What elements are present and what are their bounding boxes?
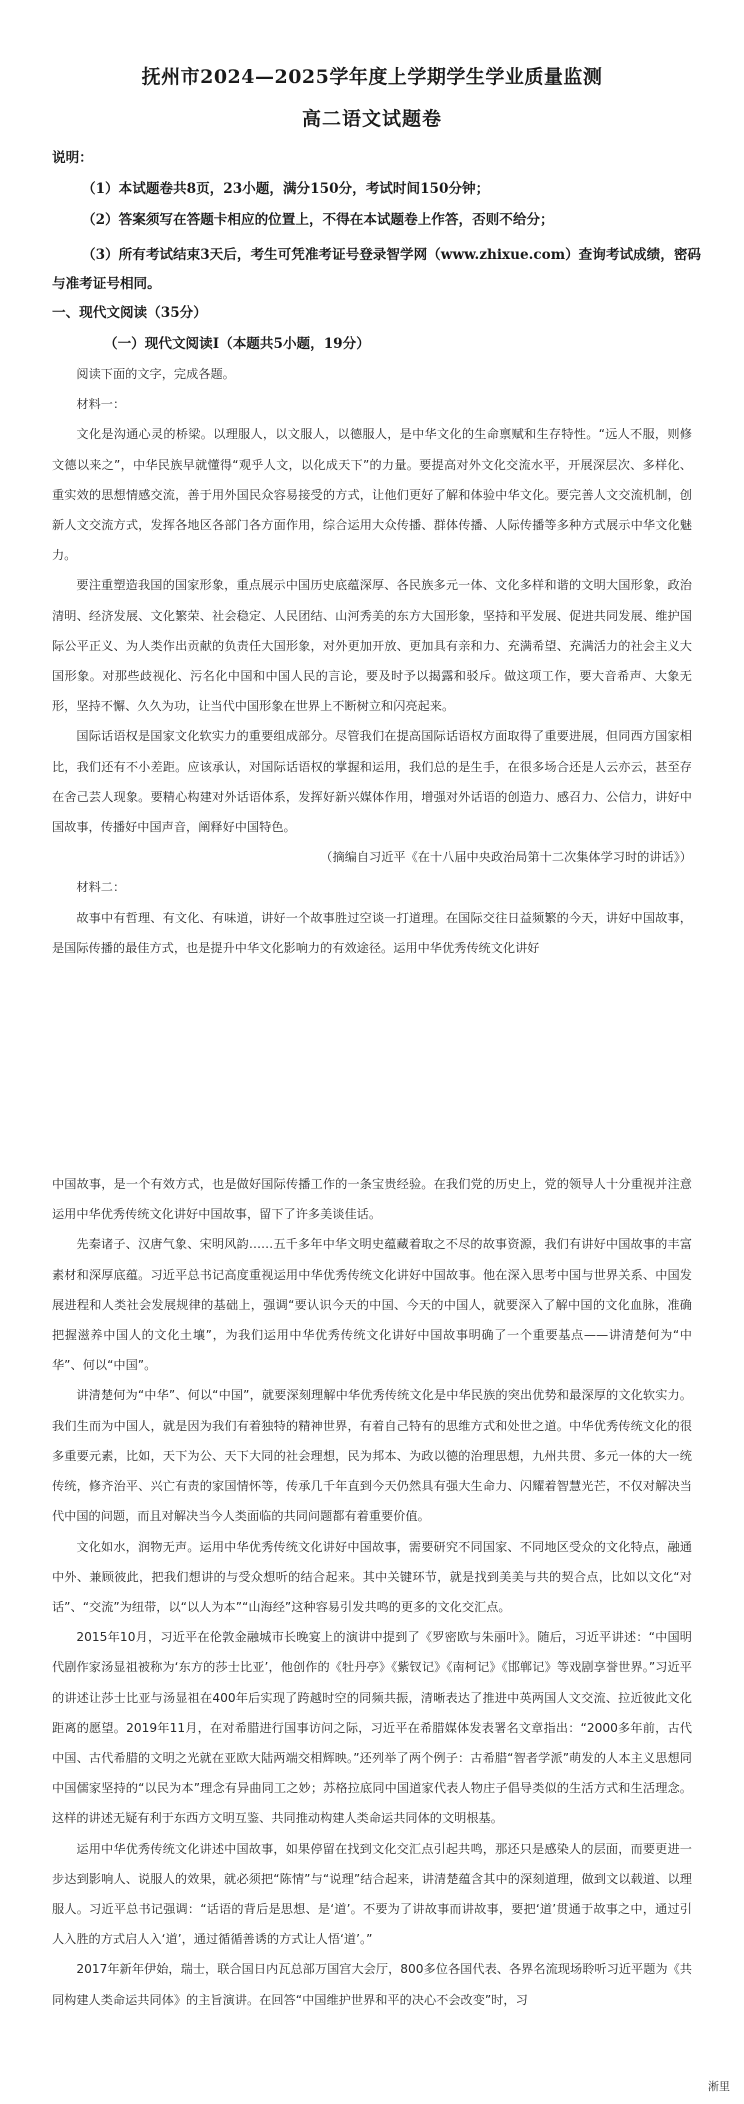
- section-heading: 一、现代文阅读（35分）: [52, 305, 207, 321]
- source-citation: （摘编自习近平《在十八届中央政治局第十二次集体学习时的讲话》）: [320, 850, 692, 865]
- paragraph: 中国故事，是一个有效方式，也是做好国际传播工作的一条宝贵经验。在我们党的历史上，党的领导人十分重视并注意运用中华优秀传统文化讲好中国故事，留下了许多美谈佳话。: [52, 1177, 692, 1222]
- paragraph: 国际话语权是国家文化软实力的重要组成部分。尽管我们在提高国际话语权方面取得了重要进展，但同西方国家相比，我们还有不小差距。应该承认，对国际话语权的掌握和运用，我们总的是生手，在很多场合还是人云亦云，甚至存在舍己芸人现象。要精心构建对外话语体系，发挥好新兴媒体作用，增强对外话语的创造力、感召力、公信力，讲好中国故事，传播好中国声音，阐释好中国特色。: [52, 729, 692, 835]
- material-label: 材料一：: [76, 397, 126, 412]
- intro-text: 阅读下面的文字，完成各题。: [76, 367, 235, 381]
- paragraph: 要注重塑造我国的国家形象，重点展示中国历史底蕴深厚、各民族多元一体、文化多样和谐的文明大国形象，政治清明、经济发展、文化繁荣、社会稳定、人民团结、山河秀美的东方大国形象，坚持和平发展、促进共同发展、维护国际公平正义、为人类作出贡献的负责任大国形象，对外更加开放、更加具有亲和力、充满希望、充满活力的社会主义大国形象。对那些歧视化、污名化中国和中国人民的言论，要及时予以揭露和驳斥。做这项工作，要大音希声、大象无形，坚持不懈、久久为功，让当代中国形象在世界上不断树立和闪亮起来。: [52, 578, 692, 714]
- paragraph: 讲清楚何为“中华”、何以“中国”，就要深刻理解中华优秀传统文化是中华民族的突出优势和最深厚的文化软实力。我们生而为中国人，就是因为我们有着独特的精神世界，有着自己特有的思维方式和处世之道。中华优秀传统文化的很多重要元素，比如，天下为公、天下大同的社会理想，民为邦本、为政以德的治理思想，九州共贯、多元一体的大一统传统，修齐治平、兴亡有责的家国情怀等，传承几千年直到今天仍然具有强大生命力、闪耀着智慧光芒，不仅对解决当代中国的问题，而且对解决当今人类面临的共同问题都有着重要价值。: [52, 1388, 692, 1524]
- paragraph: 运用中华优秀传统文化讲述中国故事，如果停留在找到文化交汇点引起共鸣，那还只是感染人的层面，而要更进一步达到影响人、说服人的效果，就必须把“陈情”与“说理”结合起来，讲清楚蕴含其中的深刻道理，做到文以载道、以理服人。习近平总书记强调：“话语的背后是思想、是‘道’。不要为了讲故事而讲故事，要把‘道’贯通于故事之中，通过引人入胜的方式启人入‘道’，通过循循善诱的方式让人悟‘道’。”: [52, 1841, 692, 1947]
- instructions-label: 说明：: [52, 150, 93, 166]
- exam-subtitle: 高二语文试题卷: [301, 108, 442, 130]
- passage-body: [52, 359, 692, 2015]
- paragraph: 文化如水，润物无声。运用中华优秀传统文化讲好中国故事，需要研究不同国家、不同地区受众的文化特点，融通中外、兼顾彼此，把我们想讲的与受众想听的结合起来。其中关键环节，就是找到美美与共的契合点，比如以文化“对话”、“交流”为纽带，以“以人为本”“山海经”这种容易引发共鸣的更多的文化交汇点。: [52, 1539, 692, 1614]
- section-subheading: （一）现代文阅读Ⅰ（本题共5小题，19分）: [104, 336, 370, 352]
- watermark: 淅里: [708, 2080, 730, 2093]
- paragraph: 2015年10月，习近平在伦敦金融城市长晚宴上的演讲中提到了《罗密欧与朱丽叶》。随后，习近平讲述：“中国明代剧作家汤显祖被称为‘东方的莎士比亚’，他创作的《牡丹亭》《紫钗记》《南柯记》《邯郸记》等戏剧享誉世界。”习近平的讲述让莎士比亚与汤显祖在400年后实现了跨越时空的同频共振，清晰表达了推进中英两国人文交流、拉近彼此文化距离的愿望。2019年11月，在对希腊进行国事访问之际，习近平在希腊媒体发表署名文章指出：“2000多年前，古代中国、古代希腊的文明之光就在亚欧大陆两端交相辉映。”还列举了两个例子：古希腊“智者学派”萌发的人本主义思想同中国儒家坚持的“以民为本”理念有异曲同工之妙；苏格拉底同中国道家代表人物庄子倡导类似的生活方式和生活理念。这样的讲述无疑有利于东西方文明互鉴、共同推动构建人类命运共同体的文明根基。: [52, 1630, 692, 1826]
- material-label: 材料二：: [76, 880, 126, 895]
- instruction-item: （2）答案须写在答题卡相应的位置上，不得在本试题卷上作答，否则不给分；: [82, 212, 554, 228]
- page-gap: [52, 963, 692, 1169]
- paragraph: 先秦诸子、汉唐气象、宋明风韵……五千多年中华文明史蕴藏着取之不尽的故事资源，我们有讲好中国故事的丰富素材和深厚底蕴。习近平总书记高度重视运用中华优秀传统文化讲好中国故事。他在深入思考中国与世界关系、中国发展进程和人类社会发展规律的基础上，强调“要认识今天的中国、今天的中国人，就要深入了解中国的文化血脉，准确把握滋养中国人的文化土壤”，为我们运用中华优秀传统文化讲好中国故事明确了一个重要基点——讲清楚何为“中华”、何以“中国”。: [52, 1237, 692, 1373]
- exam-title: 抚州市2024—2025学年度上学期学生学业质量监测: [141, 66, 603, 88]
- paragraph: 文化是沟通心灵的桥梁。以理服人，以文服人，以德服人，是中华文化的生命禀赋和生存特性。“远人不服，则修文德以来之”，中华民族早就懂得“观乎人文，以化成天下”的力量。要提高对外文化交流水平，开展深层次、多样化、重实效的思想情感交流，善于用外国民众容易接受的方式，让他们更好了解和体验中华文化。要完善人文交流机制，创新人文交流方式，发挥各地区各部门各方面作用，综合运用大众传播、群体传播、人际传播等多种方式展示中华文化魅力。: [52, 427, 692, 563]
- instruction-item: （3）所有考试结束3天后，考生可凭准考证号登录智学网（www.zhixue.com）查询考试成绩，密码与准考证号相同。: [52, 247, 702, 292]
- paragraph: 2017年新年伊始，瑞士，联合国日内瓦总部万国宫大会厅，800多位各国代表、各界名流现场聆听习近平题为《共同构建人类命运共同体》的主旨演讲。在回答“中国维护世界和平的决心不会改变”时，习: [52, 1962, 692, 2007]
- paragraph: 故事中有哲理、有文化、有味道，讲好一个故事胜过空谈一打道理。在国际交往日益频繁的今天，讲好中国故事，是国际传播的最佳方式，也是提升中华文化影响力的有效途径。运用中华优秀传统文化讲好: [52, 910, 692, 955]
- instruction-item: （1）本试题卷共8页，23小题，满分150分，考试时间150分钟；: [82, 181, 490, 197]
